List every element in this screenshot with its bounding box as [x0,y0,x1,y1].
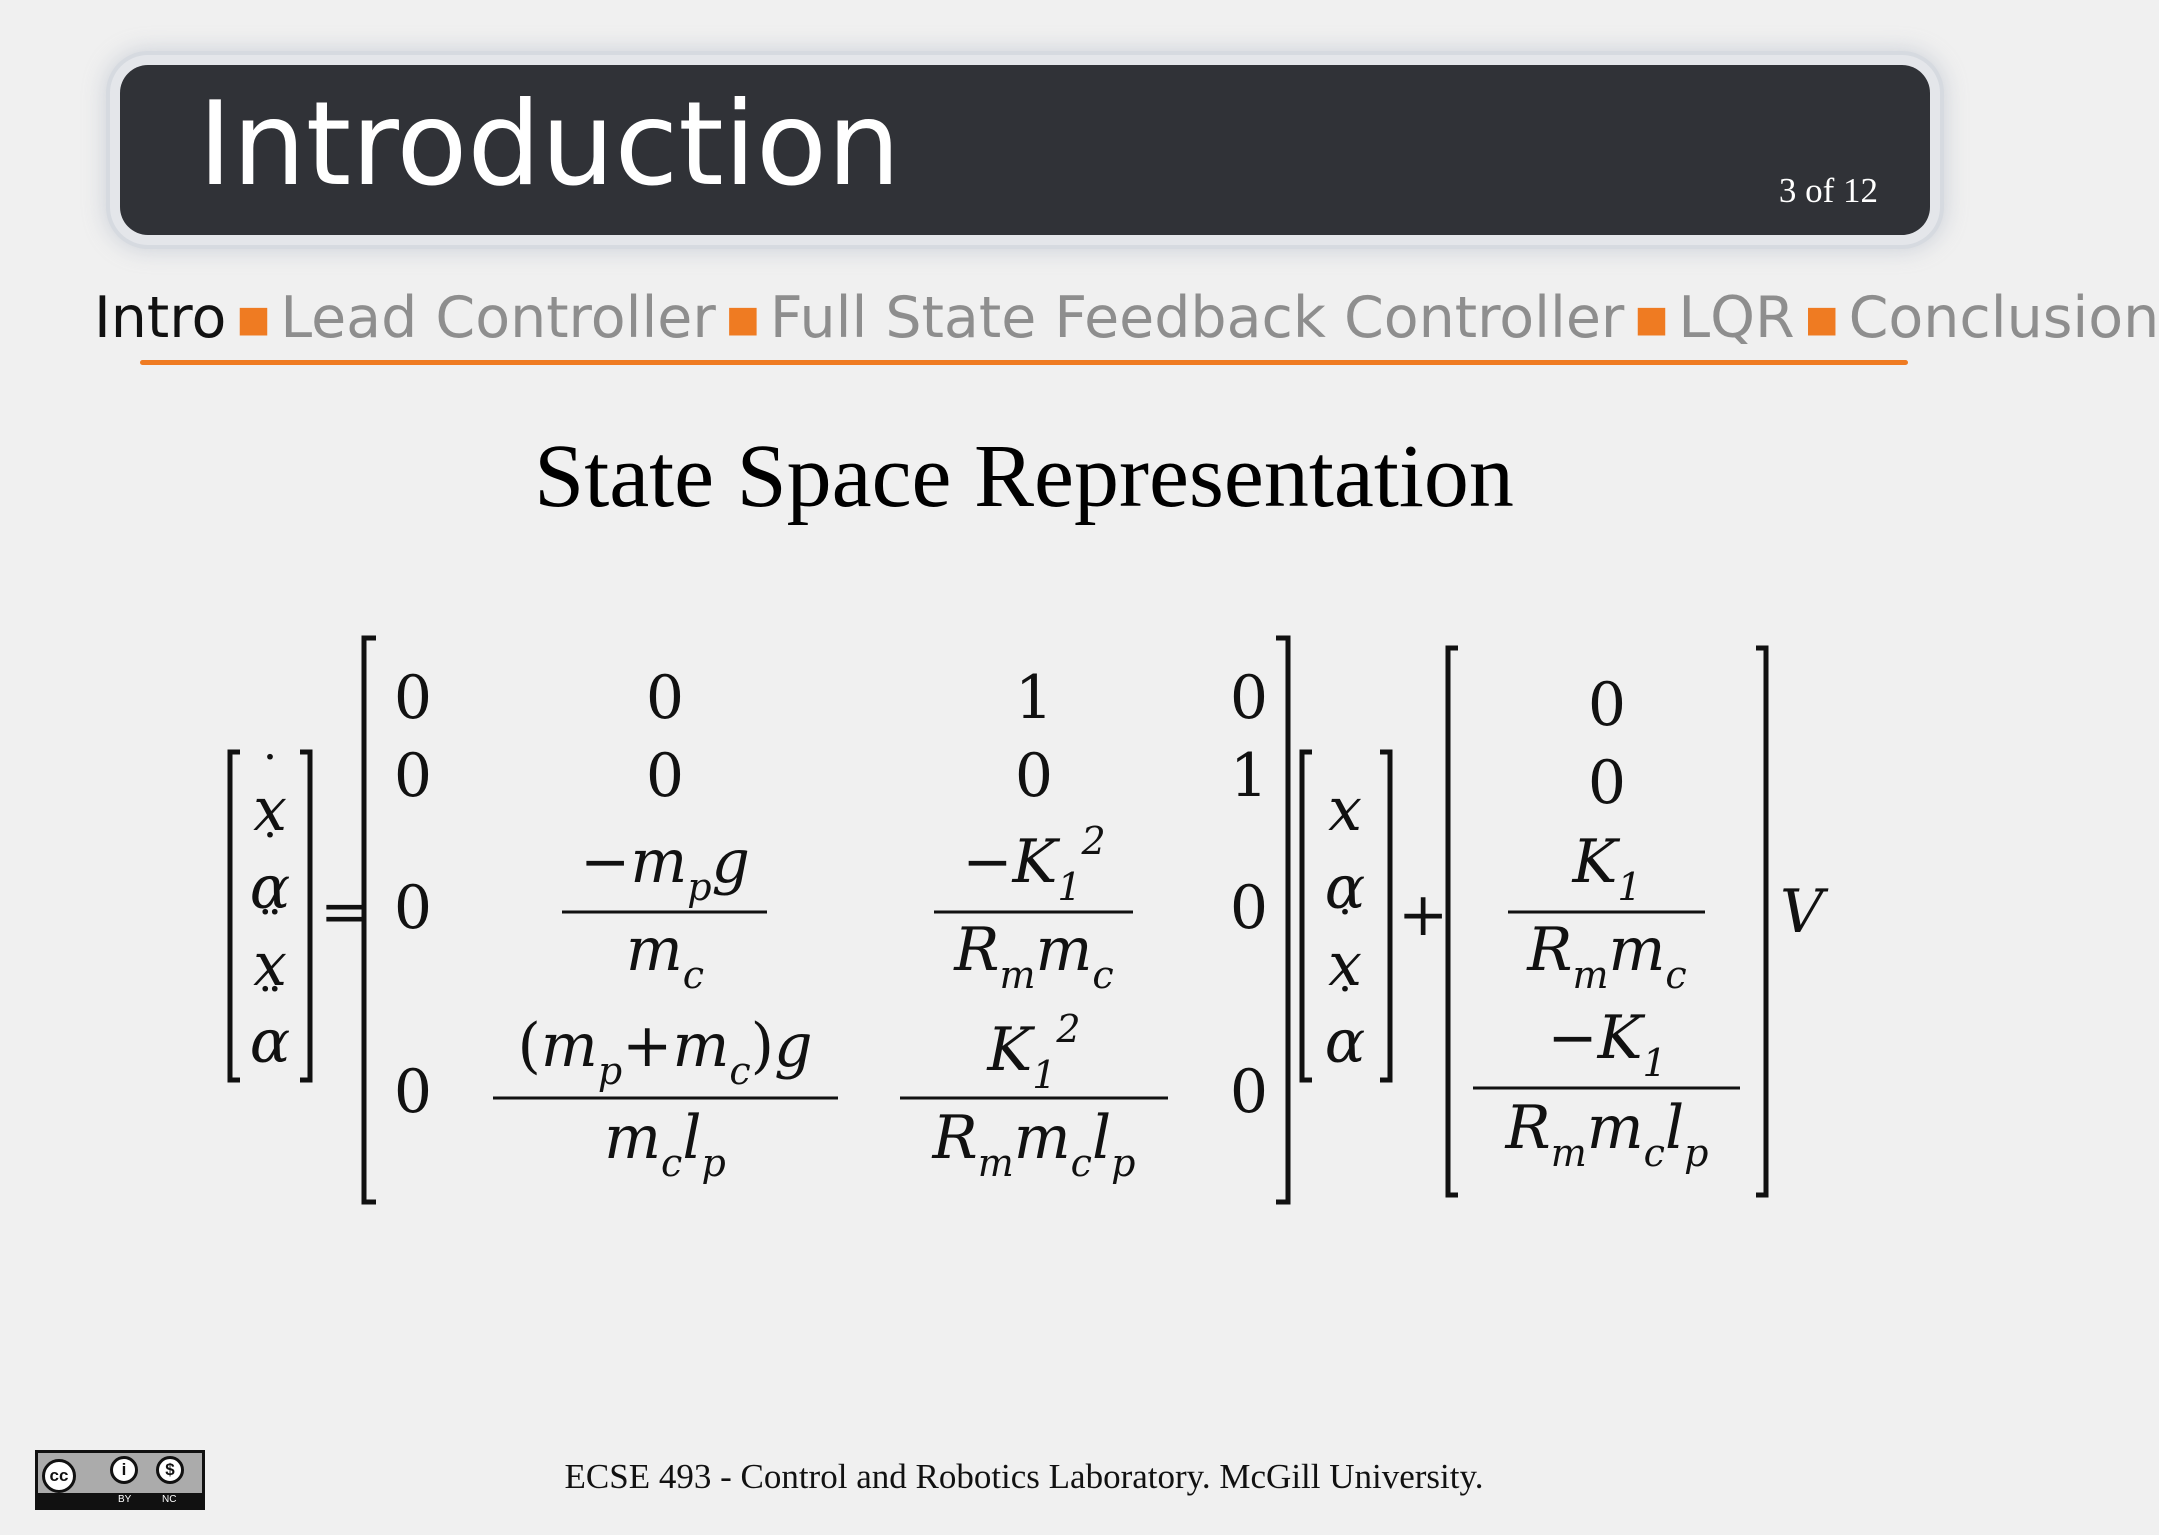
state-bracket-left [1302,752,1312,1080]
noncommercial-icon: $ [156,1456,184,1484]
input-voltage-v: V [1780,877,1824,947]
footer-text: ECSE 493 - Control and Robotics Laboratory. McGill University. [564,1457,1484,1496]
matrix-a-numerator: $-K_1^2$ [962,819,1106,909]
matrix-a-bracket-right [1276,638,1288,1202]
matrix-b-bracket-right [1756,648,1766,1195]
state-bracket-right [1380,752,1390,1080]
nav-item-full-state-feedback[interactable]: Full State Feedback Controller [769,285,1625,351]
matrix-a-entry: 0 [1014,741,1054,811]
state-alpha-dot: α ˙ [1325,1012,1366,1072]
state-x: x [1328,775,1362,845]
matrix-a-denominator: $m_cl_p$ [604,1103,726,1185]
matrix-a-entry: 0 [1229,1057,1269,1127]
matrix-a-entry: 1 [1014,663,1054,733]
attribution-icon: i [110,1456,138,1484]
nav-separator: ■ [1634,299,1669,340]
matrix-b-bracket-left [1448,648,1458,1195]
section-nav [94,285,2159,351]
matrix-a-denominator: $m_c$ [625,915,705,997]
matrix-a-entry: 0 [1229,873,1269,943]
matrix-a-entry: 0 [393,1057,433,1127]
title-bar [120,65,1930,235]
matrix-a-entry: 0 [645,741,685,811]
slide-title: Introduction [198,77,901,212]
lhs-alpha-dot: α ˙ [250,858,291,918]
matrix-a-denominator: $R_mm_c$ [954,915,1114,997]
page-indicator: 3 of 12 [1778,171,1878,210]
nav-item-lead-controller[interactable]: Lead Controller [280,285,716,351]
matrix-b-numerator: $K_1$ [1572,827,1642,909]
equals-sign: = [320,877,371,947]
lhs-bracket-right [300,752,310,1080]
lhs-bracket-left [230,752,240,1080]
lhs-alpha-ddot: α ¨ [250,1012,291,1072]
state-space-equation [200,620,1880,1220]
matrix-a-entry: 0 [645,663,685,733]
matrix-a-entry: 0 [393,663,433,733]
license-label-by: BY [118,1494,132,1505]
matrix-a-entry: 0 [393,741,433,811]
nav-separator: ■ [1804,299,1839,340]
matrix-a-entry: 0 [1229,663,1269,733]
matrix-a-entry: 1 [1229,741,1269,811]
matrix-a-entry: 0 [393,873,433,943]
matrix-a-numerator: $K_1^2$ [987,1007,1081,1097]
matrix-b-entry: 0 [1587,748,1627,818]
matrix-b-denominator: $R_mm_cl_p$ [1505,1093,1709,1175]
matrix-a-numerator: $(m_p+m_c)g$ [517,1011,813,1093]
nav-item-lqr[interactable]: LQR [1678,285,1795,351]
nav-separator: ■ [236,299,271,340]
cc-symbol: cc [42,1459,76,1493]
license-label-nc: NC [162,1494,177,1505]
plus-sign: + [1398,880,1449,950]
state-alpha: α [1324,853,1366,923]
matrix-b-numerator: $-K_1$ [1547,1003,1667,1085]
lhs-x-ddot: x ¨ [253,935,287,995]
matrix-a-numerator: $-m_pg$ [580,827,750,909]
nav-item-intro[interactable]: Intro [94,285,227,351]
matrix-b-denominator: $R_mm_c$ [1527,915,1687,997]
nav-underline [140,360,1908,365]
nav-item-conclusion[interactable]: Conclusion [1848,285,2159,351]
matrix-b-entry: 0 [1587,670,1627,740]
nav-separator: ■ [725,299,760,340]
lhs-x-dot: x ˙ [253,780,287,840]
state-x-dot: x ˙ [1328,935,1362,995]
matrix-a-denominator: $R_mm_cl_p$ [932,1103,1136,1185]
content-heading: State Space Representation [534,427,1514,526]
